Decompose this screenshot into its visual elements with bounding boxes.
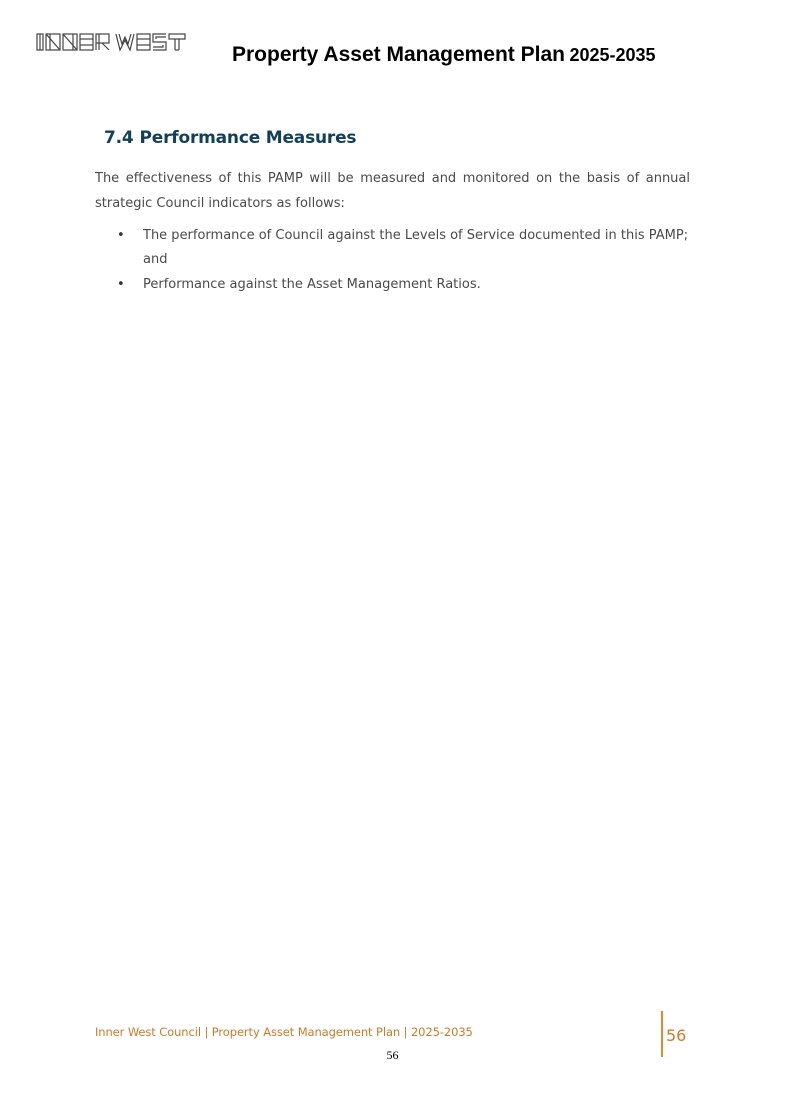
- section-heading: [104, 128, 356, 148]
- list-item: [95, 224, 692, 272]
- inner-west-logo: [36, 32, 188, 52]
- document-header-title: [232, 43, 656, 67]
- bullet-icon: •: [117, 277, 125, 292]
- section-number: 7.4: [104, 128, 134, 148]
- list-item-text: Performance against the Asset Management Ratios.: [143, 277, 481, 292]
- header-title-years: 2025-2035: [569, 45, 656, 65]
- header-title-main: Property Asset Management Plan: [232, 43, 565, 66]
- bullet-icon: •: [117, 228, 125, 243]
- section-title: Performance Measures: [139, 128, 357, 148]
- footer-document-info: Inner West Council | Property Asset Management Plan | 2025-2035: [95, 1025, 473, 1039]
- footer-page-badge: 56: [666, 1026, 687, 1045]
- page-number: 56: [386, 1048, 399, 1062]
- list-item-text: The performance of Council against the Levels of Service documented in this PAMP; and: [143, 228, 689, 267]
- section-intro-paragraph: The effectiveness of this PAMP will be measured and monitored on the basis of annual strategic Council indicators as follows:: [95, 171, 690, 211]
- performance-measures-list: [95, 224, 692, 298]
- list-item: [95, 273, 692, 297]
